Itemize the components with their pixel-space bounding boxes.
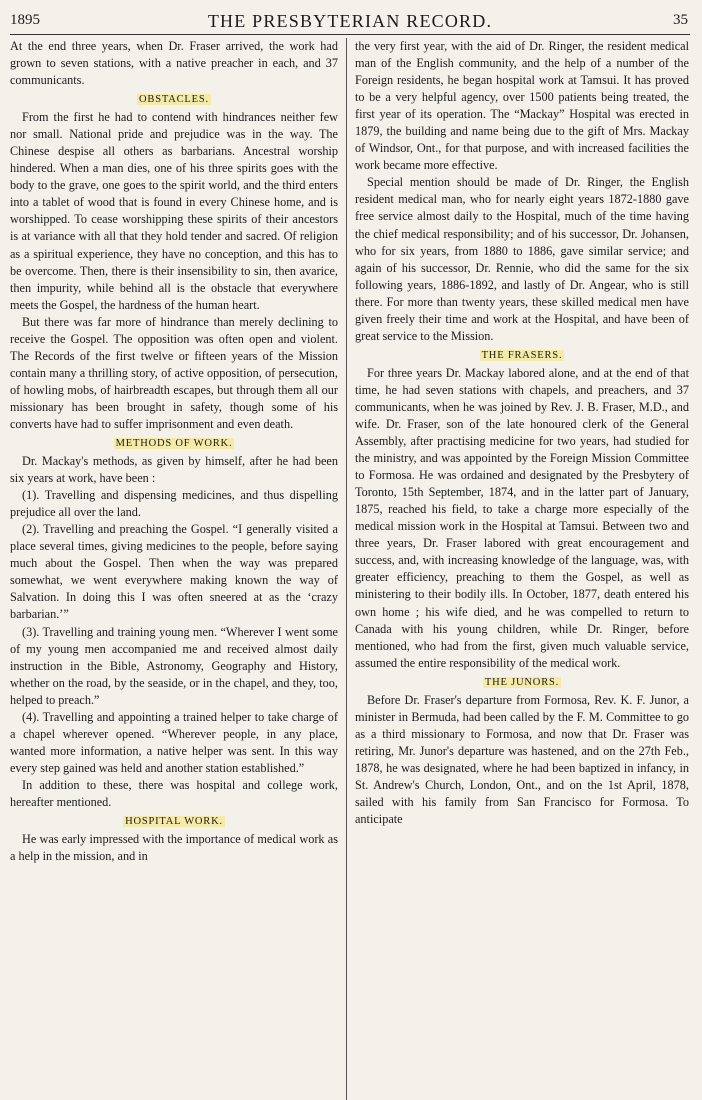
section-heading-obstacles: OBSTACLES. <box>139 94 209 106</box>
section-heading-hospital: HOSPITAL WORK. <box>125 816 223 828</box>
list-item: (3). Travelling and training young men. “Wherever I went some of my young men accompanied me and received almost daily instruction in the Bible, Astronomy, Geography and History, whether on the road, by the seaside, or in the chapel, and they, too, helped to preach.” <box>10 624 338 707</box>
paragraph: Before Dr. Fraser's departure from Formosa, Rev. K. F. Junor, a minister in Bermuda, had been called by the F. M. Committee to go as a third missionary to Formosa, and now that Dr. Fraser was retiring, Mr. Junor's departure was hastened, and on the 27th Feb., 1878, he was designated, where he had been baptized in infancy, in St. Andrew's Church, London, Ont., and on the 1st April, 1878, sailed with his family from San Francisco for Formosa. To anticipate <box>355 692 689 827</box>
paragraph: From the first he had to contend with hindrances neither few nor small. National pride and prejudice was in the way. The Chinese despise all others as barbarians. Ancestral worship hindered. When a man dies, one of his three spirits goes with the body to the grave, one goes to the spirit world, and the third enters into a tablet of wood that is found in every Chinese home, and is worshipped. To cease worshipping these spirits of their ancestors is at variance with all that they hold tender and sacred. Of religion as a spiritual experience, they have no conception, and this has to be overcome. Then, there is their insensibility to sin, then avarice, then impurity, while behind all is the obstacle that everywhere meets the Gospel, the hardness of the human heart. <box>10 110 338 312</box>
column-rule <box>346 38 347 1100</box>
page-number: 35 <box>673 12 688 28</box>
page-header <box>10 10 690 35</box>
paragraph: For three years Dr. Mackay labored alone, and at the end of that time, he had seven stations with chapels, and preachers, and 37 communicants, when he was joined by Rev. J. B. Fraser, M.D., and wife. Dr. Fraser, son of the late honoured clerk of the General Assembly, after practising medicine for two years, had studied for the ministry, and was appointed by the Foreign Mission Committee to Formosa. He was ordained and designated by the Presbytery of Toronto, 15th September, 1874, and in the latter part of January, 1875, reached his field, to take a charge more especially of the medical mission work in the Hospital at Tamsui. Between two and three years, Dr. Fraser labored with great encouragement and success, and, with increasing knowledge of the language, was, with greater efficiency, preaching to them the Gospel, as well as ministering to their bodily ills. In October, 1877, death entered his own home ; his wife died, and he was compelled to return to Canada with his young children, while Dr. Ringer, before mentioned, who had from the first, given much valuable service, assumed the entire responsibility of the medical work. <box>355 365 689 670</box>
list-item: (4). Travelling and appointing a trained helper to take charge of a chapel wherever opened. “Wherever people, in any place, wanted more information, a native helper was sent. In this way every step gained was held and another station established.” <box>10 709 338 775</box>
paragraph: But there was far more of hindrance than merely declining to receive the Gospel. The opposition was often open and violent. The Records of the first twelve or fifteen years of the Mission contain many a thrilling story, of active opposition, of persecution, of howling mobs, of hairbreadth escapes, but through them all our missionary has been brought in safety, though some of his converts have had to suffer imprisonment and even death. <box>10 314 338 431</box>
section-heading-frasers: THE FRASERS. <box>481 349 563 361</box>
journal-title: THE PRESBYTERIAN RECORD. <box>207 11 493 31</box>
paragraph: Special mention should be made of Dr. Ringer, the English resident medical man, who for nearly eight years 1872-1880 gave free service almost daily to the Hospital, much of the time having the chief medical responsibility; and of his successor, Dr. Johansen, who for six years, from 1880 to 1886, gave similar service; and again of his successor, Dr. Rennie, who did the same for the six following years, 1886-1892, and lastly of Dr. Angear, who is still there. For more than twenty years, these skilled medical men have given freely their time and work at the Hospital, and have been of great service to the Mission. <box>355 175 689 343</box>
paragraph: Dr. Mackay's methods, as given by himself, after he had been six years at work, have been : <box>10 454 338 486</box>
paragraph: the very first year, with the aid of Dr. Ringer, the resident medical man of the English community, and the help of a number of the Foreign residents, he began hospital work at Tamsui. It has proved to be a very helpful agency, over 1500 patients being treated, the first year of its operation. The “Mackay” Hospital was erected in 1879, the building and name being due to the gift of Mrs. Mackay of Windsor, Ont., for that purpose, and with increased facilities the work became more effective. <box>355 39 689 173</box>
section-heading-junors: THE JUNORS. <box>484 676 560 688</box>
paragraph: He was early impressed with the importance of medical work as a help in the mission, and in <box>10 832 338 864</box>
paragraph: In addition to these, there was hospital and college work, hereafter mentioned. <box>10 777 338 809</box>
paragraph: At the end three years, when Dr. Fraser arrived, the work had grown to seven stations, with a native preacher in each, and 37 communicants. <box>10 39 338 88</box>
left-column <box>10 38 338 1100</box>
section-heading-methods: METHODS OF WORK. <box>115 438 233 450</box>
header-year: 1895 <box>10 12 40 28</box>
list-item: (1). Travelling and dispensing medicines, and thus dispelling prejudice all over the land. <box>10 488 338 520</box>
right-column <box>355 38 689 1100</box>
list-item: (2). Travelling and preaching the Gospel. “I generally visited a place several times, giving medicines to the people, before saying much about the Gospel. Then when the way was prepared somewhat, we went everywhere making known the way of Salvation. In doing this I was often sneered at as the ‘crazy barbarian.’” <box>10 522 338 622</box>
